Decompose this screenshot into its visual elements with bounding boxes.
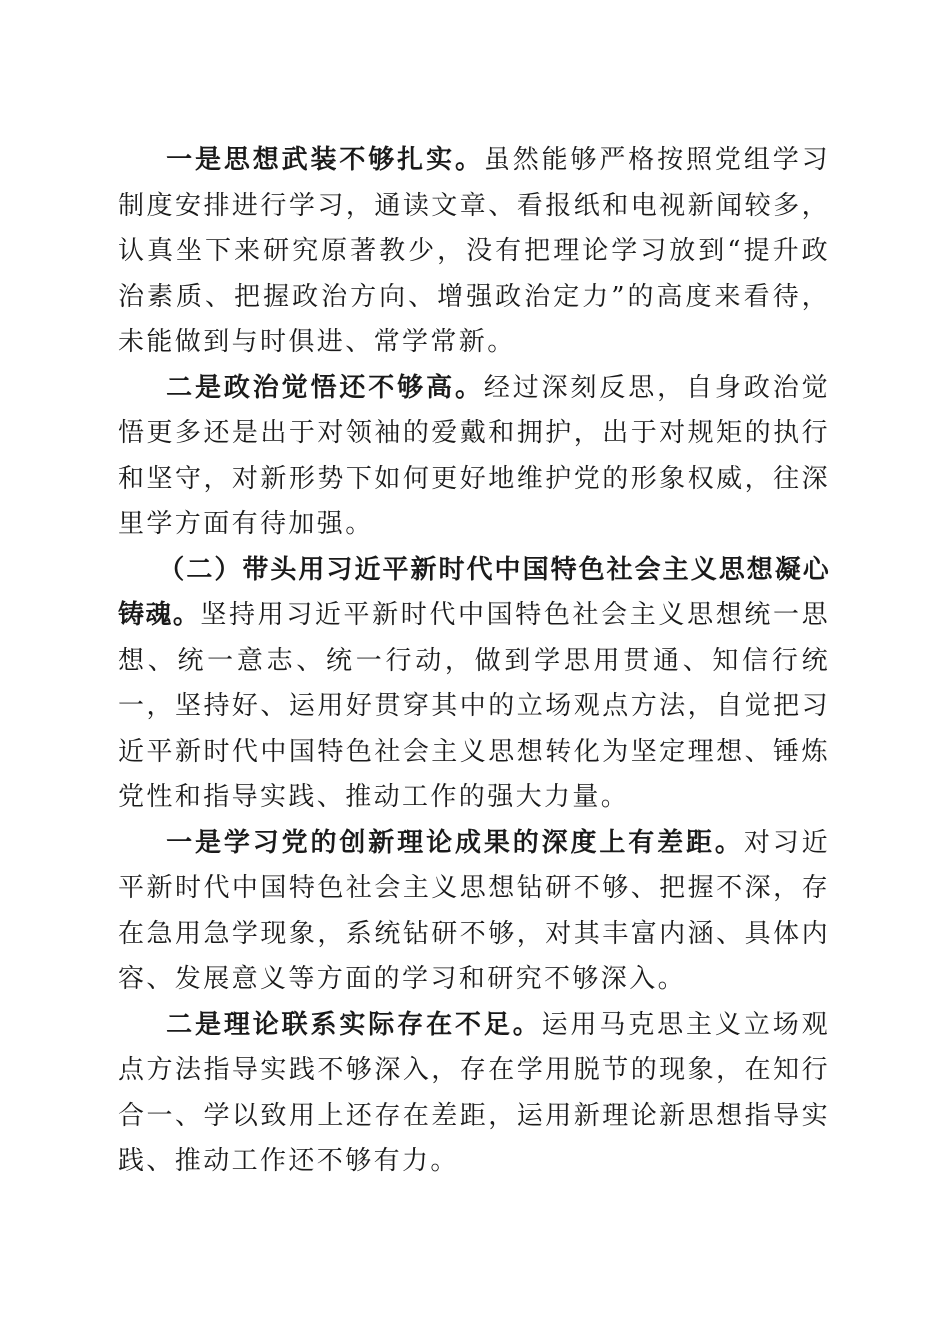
- paragraph-text: 坚持用习近平新时代中国特色社会主义思想统一思想、统一意志、统一行动，做到学思用贯通、知信行统一，坚持好、运用好贯穿其中的立场观点方法，自觉把习近平新时代中国特色社会主义思想转化为坚定理想、锤炼党性和指导实践、推动工作的强大力量。: [118, 600, 830, 812]
- paragraph-heading: 二是政治觉悟还不够高。: [166, 372, 484, 403]
- paragraph-theory-practice: [118, 1003, 830, 1185]
- paragraph-ideological-armament: [118, 138, 830, 366]
- paragraph-political-awareness: [118, 366, 830, 548]
- paragraph-heading: 一是思想武装不够扎实。: [166, 145, 484, 175]
- paragraph-text: 虽然能够严格按照党组学习制度安排进行学习，通读文章、看报纸和电视新闻较多，认真坐下来研究原著教少，没有把理论学习放到“提升政治素质、把握政治方向、增强政治定力”的高度来看待，未能做到与时俱进、常学常新。: [118, 145, 830, 357]
- paragraph-heading: 一是学习党的创新理论成果的深度上有差距。: [166, 827, 744, 858]
- paragraph-text: 经过深刻反思，自身政治觉悟更多还是出于对领袖的爱戴和拥护，出于对规矩的执行和坚守，对新形势下如何更好地维护党的形象权威，往深里学方面有待加强。: [118, 372, 830, 539]
- paragraph-text: 运用马克思主义立场观点方法指导实践不够深入，存在学用脱节的现象，在知行合一、学以致用上还存在差距，运用新理论新思想指导实践、推动工作还不够有力。: [118, 1009, 830, 1176]
- document-body: [118, 138, 830, 1185]
- section-heading: （二）带头用习近平新时代中国特色社会主义思想凝心铸魂。: [118, 554, 830, 630]
- paragraph-text: 对习近平新时代中国特色社会主义思想钻研不够、把握不深，存在急用急学现象，系统钻研不够，对其丰富内涵、具体内容、发展意义等方面的学习和研究不够深入。: [118, 827, 830, 994]
- section-heading-paragraph: [118, 548, 830, 821]
- paragraph-heading: 二是理论联系实际存在不足。: [166, 1009, 542, 1040]
- paragraph-study-depth: [118, 821, 830, 1003]
